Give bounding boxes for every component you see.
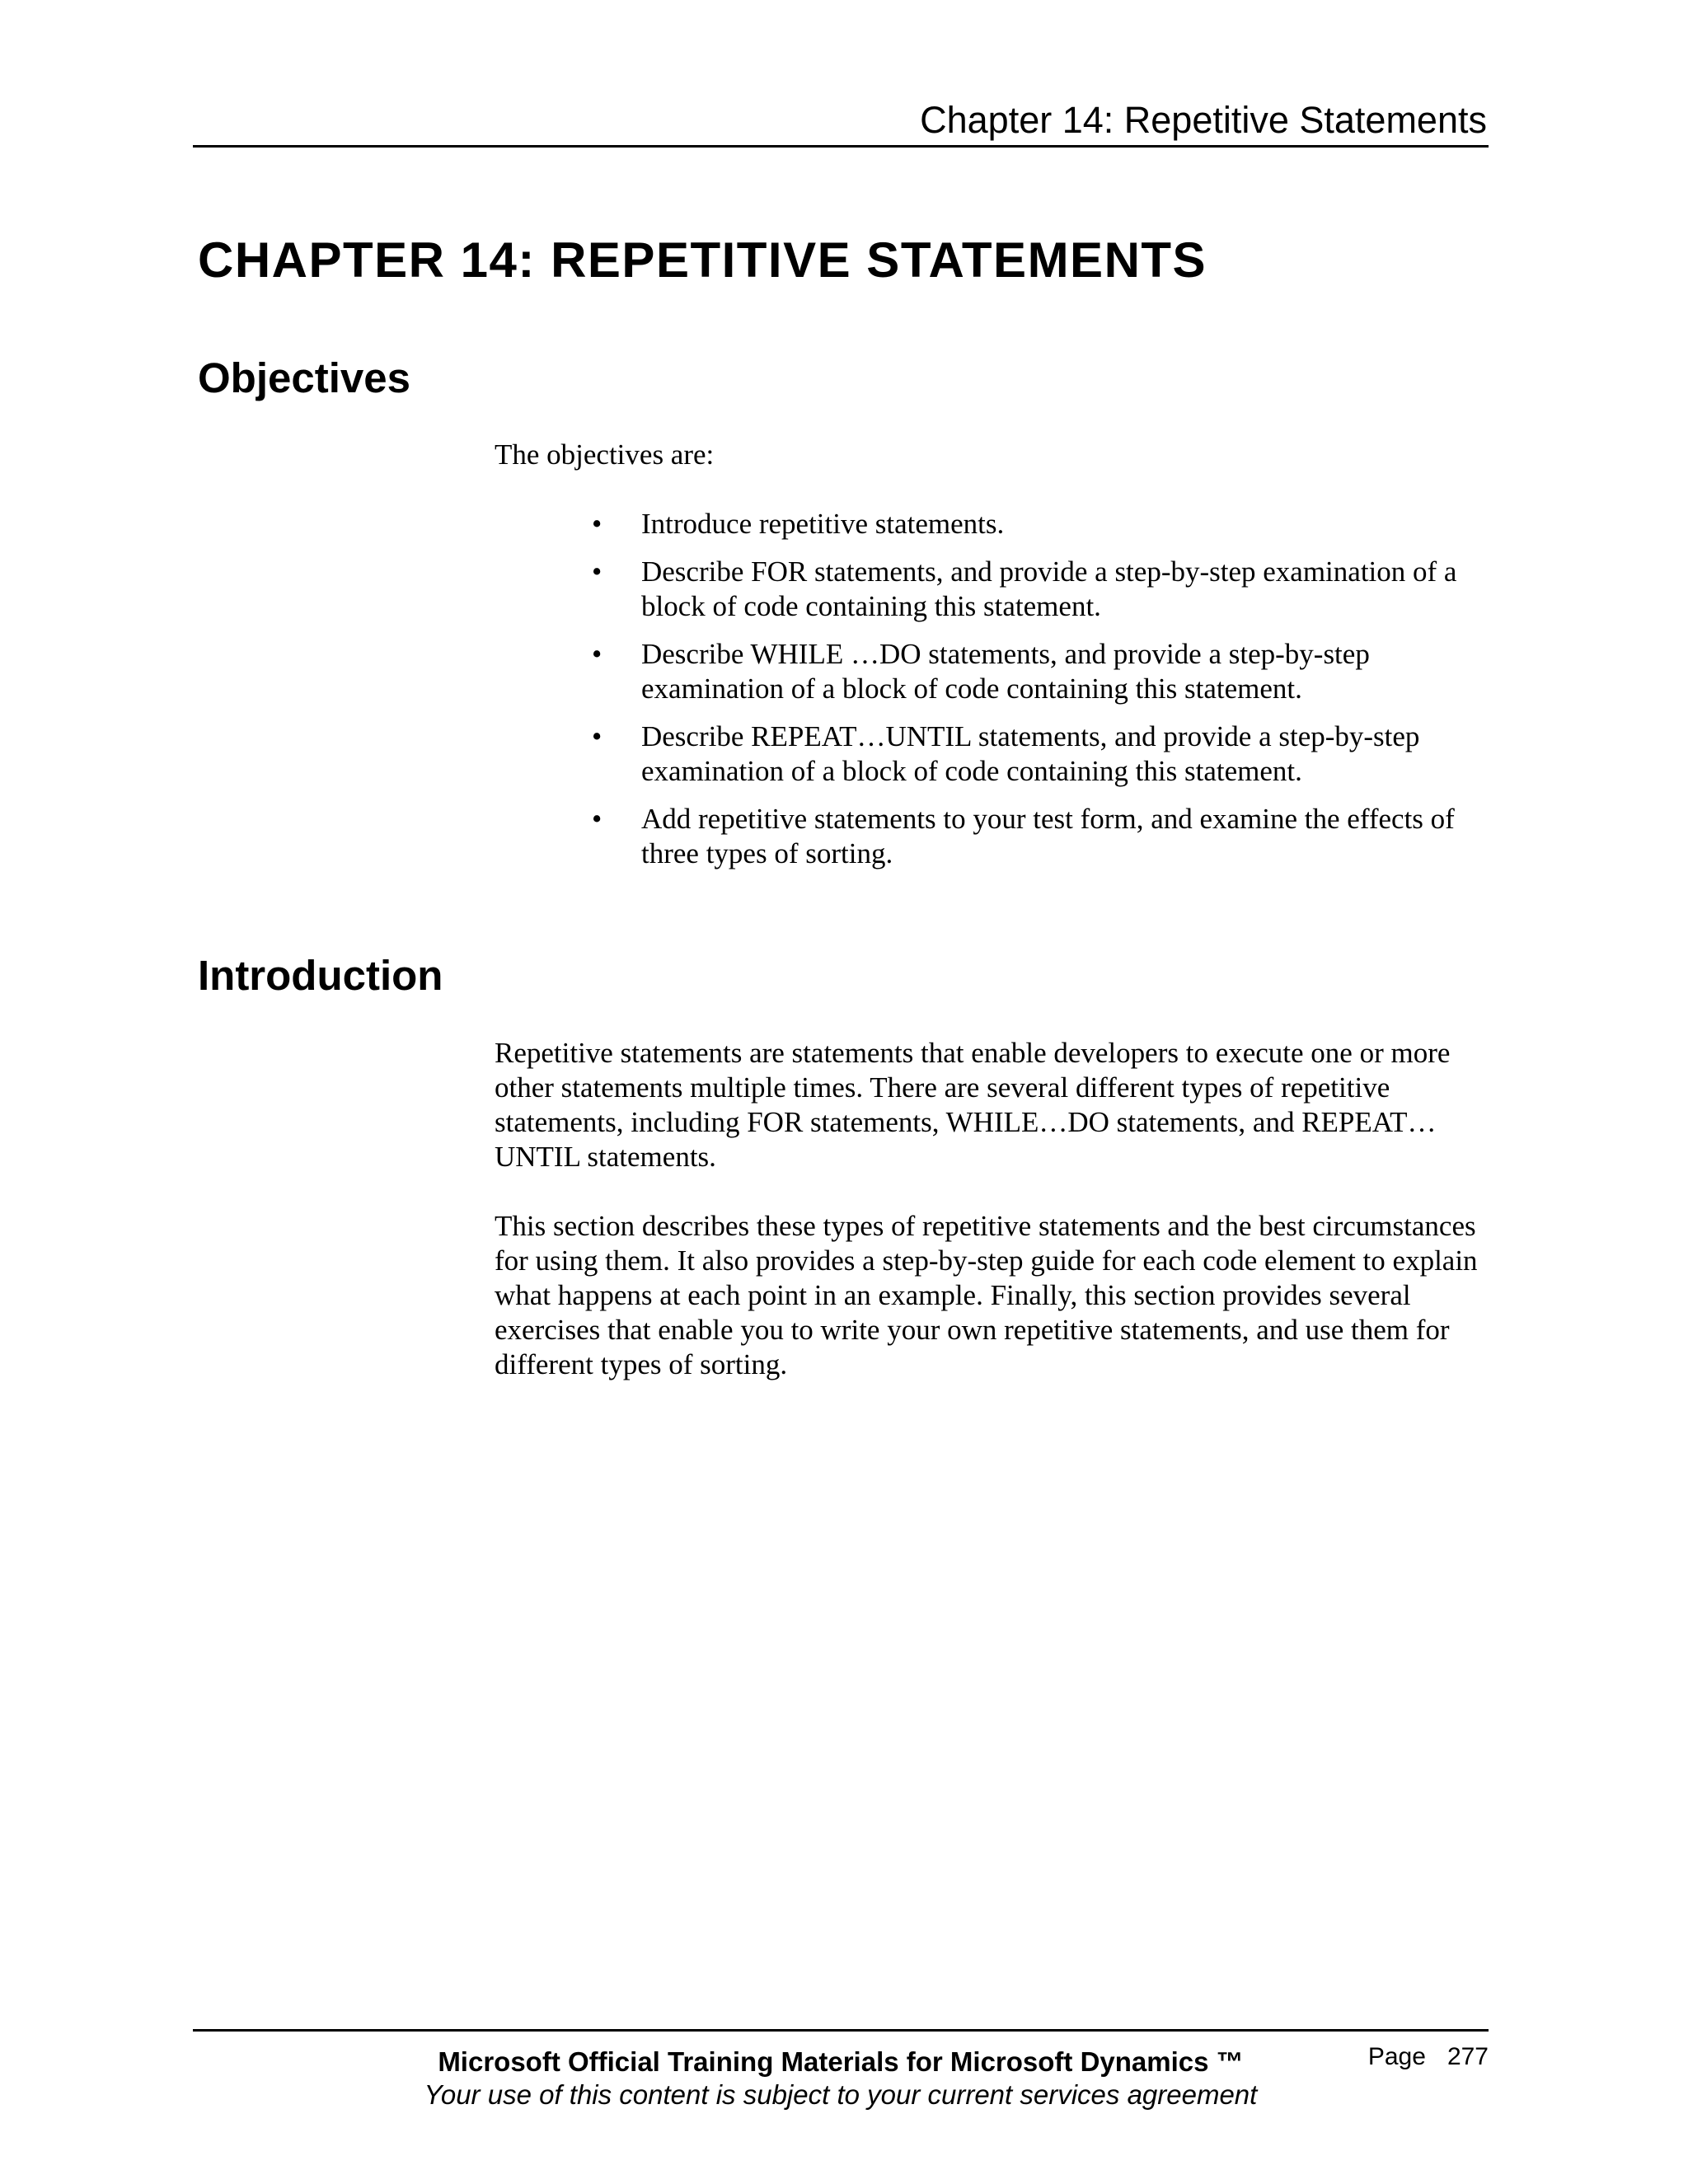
list-item-text: Introduce repetitive statements. [641,508,1005,540]
page-number-block [1335,2041,1489,2074]
page-label: Page [1367,2043,1426,2070]
objectives-list [495,507,1492,884]
bullet-icon: • [592,803,603,835]
header-rule [193,145,1489,148]
list-item-text: Add repetitive statements to your test form, and examine the effects of three types of sorting. [641,803,1455,869]
introduction-heading: Introduction [198,952,443,999]
bullet-icon: • [592,508,603,540]
intro-paragraph: This section describes these types of repetitive statements and the best circumstances for using them. It also provides a step-by-step guide for each code element to explain what happens at each point in an example. Finally, this section provides several exercises that enable you to write your own repetitive statements, and use them for different types of sorting. [495,1210,1478,1380]
footer-title: Microsoft Official Training Materials for Microsoft Dynamics ™ [438,2046,1244,2077]
list-item [495,719,1492,789]
bullet-icon: • [592,555,603,588]
list-item [495,802,1492,871]
bullet-icon: • [592,720,603,752]
list-item-text: Describe FOR statements, and provide a step-by-step examination of a block of code containing this statement. [641,555,1457,622]
list-item-text: Describe WHILE …DO statements, and provide a step-by-step examination of a block of code containing this statement. [641,638,1370,705]
objectives-heading: Objectives [198,354,410,401]
page-number: 277 [1447,2043,1489,2070]
footer-agreement: Your use of this content is subject to your current services agreement [424,2079,1258,2110]
objectives-intro: The objectives are: [495,438,715,471]
running-header: Chapter 14: Repetitive Statements [920,99,1487,141]
list-item [495,637,1492,706]
footer-notice [363,2046,1319,2111]
bullet-icon: • [592,638,603,670]
intro-paragraph: Repetitive statements are statements that enable developers to execute one or more other statements multiple times. There are several different types of repetitive statements, including FOR statements, WHILE…DO statements, and REPEAT…UNTIL statements. [495,1037,1451,1173]
list-item-text: Describe REPEAT…UNTIL statements, and provide a step-by-step examination of a block of code containing this statement. [641,720,1420,787]
footer-rule [193,2029,1489,2032]
list-item [495,507,1492,541]
chapter-title: CHAPTER 14: REPETITIVE STATEMENTS [198,232,1207,288]
list-item [495,555,1492,624]
